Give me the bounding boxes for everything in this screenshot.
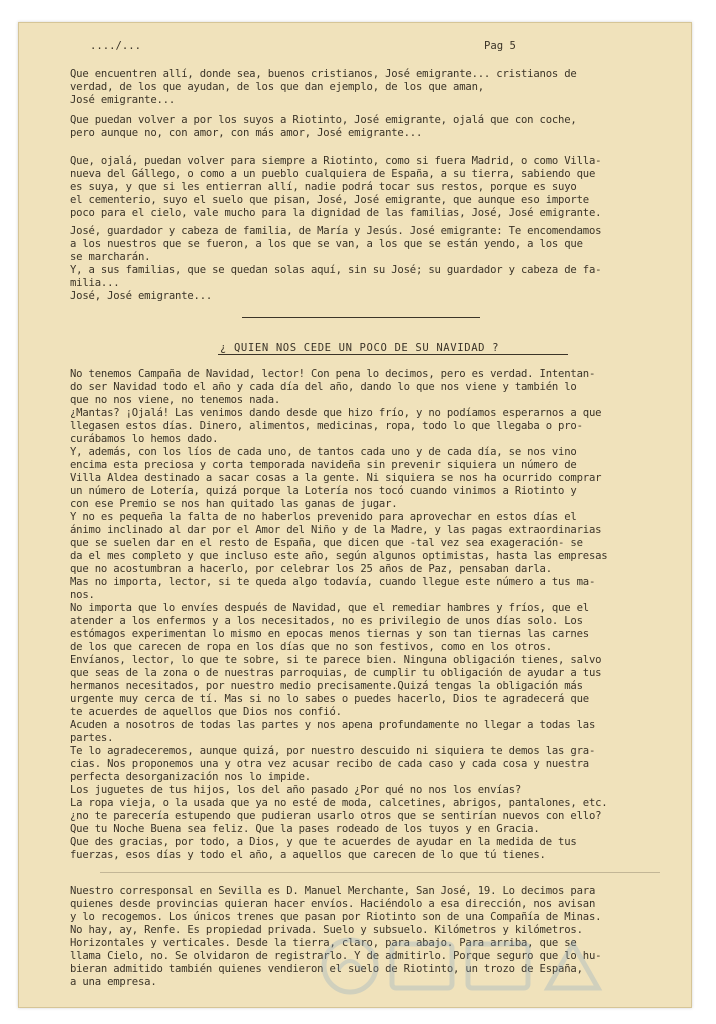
title-underline [218,354,568,355]
section-divider [242,317,480,318]
archive-watermark [318,930,638,1002]
paragraph-2: Que puedan volver a por los suyos a Riotinto, José emigrante, ojalá que con coche, pero aunque no, con amor, con más amor, José emigrante... [70,114,577,139]
article-body: No tenemos Campaña de Navidad, lector! Con pena lo decimos, pero es verdad. Intentan- do ser Navidad todo el año y cada día del año, dando lo que nos viene y también lo que no nos viene, no tenemos nada. ¿Mantas? ¡Ojalá! Las venimos dando desde que hizo frío, y no podíamos esperarnos a que llegasen estos días. Dinero, alimentos, medicinas, ropa, todo lo que llegaba o pro- curábamos lo hemos dado. Y, además, con los líos de cada uno, de tantos cada uno y de cada día, se nos vino encima esta preciosa y corta temporada navideña sin prevenir siquiera un número de Villa Aldea destinado a sacar cosas a la gente. Ni siquiera se nos ha ocurrido comprar un número de Lotería, quizá porque la Lotería nos tocó cuando vinimos a Riotinto y con ese Premio se nos han quitado las ganas de jugar. Y no es pequeña la falta de no haberlos prevenido para aprovechar en estos días el ánimo inclinado al dar por el Amor del Niño y de la Madre, y las pagas extraordinarias que se suelen dar en el resto de España, que dicen que -tal vez sea exageración- se da el mes completo y que incluso este año, según algunos optimistas, hasta las empresas que no acostumbran a hacerlo, por celebrar los 25 años de Paz, pensaban darla. Mas no importa, lector, si te queda algo todavía, cuando llegue este número a tus ma- nos. No importa que lo envíes después de Navidad, que el remediar hambres y fríos, que el atender a los enfermos y a los necesitados, no es privilegio de unos días solo. Los estómagos experimentan lo mismo en epocas menos tiernas y son tan tiernas las carnes de los que carecen de ropa en los días que no son festivos, como en los otros. Envíanos, lector, lo que te sobre, si te parece bien. Ninguna obligación tienes, salvo que seas de la zona o de nuestras parroquias, de cumplir tu obligación de ayudar a tus hermanos necesitados, por nuestro medio precisamente.Quizá tengas la obligación más urgente muy cerca de tí. Mas si no lo sabes o puedes hacerlo, Dios te agradecerá que te acuerdes de aquellos que Dios nos confió. Acuden a nosotros de todas las partes y nos apena profundamente no llegar a todas las partes. Te lo agradeceremos, aunque quizá, por nuestro descuido ni siquiera te demos las gra- cias. Nos proponemos una y otra vez acusar recibo de cada caso y cada cosa y nuestra perfecta desorganización nos lo impide. Los juguetes de tus hijos, los del año pasado ¿Por qué no nos los envías? La ropa vieja, o la usada que ya no esté de moda, calcetines, abrigos, pantalones, etc. ¿no te parecería estupendo que pudieran usarlo otros que se sentirían nuevos con ello? Que tu Noche Buena sea feliz. Que la pases rodeado de los tuyos y en Gracia. Que des gracias, por todo, a Dios, y que te acuerdes de ayudar en la medida de tus fuerzas, esos días y todo el año, a aquellos que carecen de lo que tú tienes. [70,368,608,861]
continuation-mark: ..../... [90,40,142,52]
article-footer-note: Nuestro corresponsal en Sevilla es D. Manuel Merchante, San José, 19. Lo decimos para quienes desde provincias quieran hacer envíos. Haciéndolo a esa dirección, nos avisan y lo recogemos. Los únicos trenes que pasan por Riotinto son de una Compañía de Minas. No hay, ay, Renfe. Es propiedad privada. Suelo y subsuelo. Kilómetros y kilómetros. Horizontales y verticales. Desde la tierra, claro, para abajo. Para arriba, que se llama Cielo, no. Se olvidaron de registrarlo. Y de admitirlo. Porque seguro que lo hu- bieran admitido también quienes vendieron el suelo de Riotinto, un trozo de España, a una empresa. [70,885,602,988]
paragraph-3: Que, ojalá, puedan volver para siempre a Riotinto, como si fuera Madrid, o como Villa- nueva del Gállego, o como a un pueblo cualquiera de España, a su tierra, sabiendo que es suya, y que si les entierran allí, nadie podrá tocar sus restos, porque es suyo el cementerio, suyo el suelo que pisan, José, José emigrante, que aunque eso importe poco para el cielo, vale mucho para la dignidad de las familias, José, José emigrante. [70,155,602,219]
paragraph-4: José, guardador y cabeza de familia, de María y Jesús. José emigrante: Te encomendamos a los nuestros que se fueron, a los que se van, a los que se están yendo, a los que se marcharán. Y, a sus familias, que se quedan solas aquí, sin su José; su guardador y cabeza de fa- milia... José, José emigrante... [70,225,602,302]
page-number: Pag 5 [484,40,516,52]
section-separator [100,872,660,873]
section-title: ¿ QUIEN NOS CEDE UN POCO DE SU NAVIDAD ? [220,342,500,354]
paragraph-1: Que encuentren allí, donde sea, buenos cristianos, José emigrante... cristianos de verdad, de los que ayudan, de los que dan ejemplo, de los que aman, José emigrante... [70,68,577,106]
